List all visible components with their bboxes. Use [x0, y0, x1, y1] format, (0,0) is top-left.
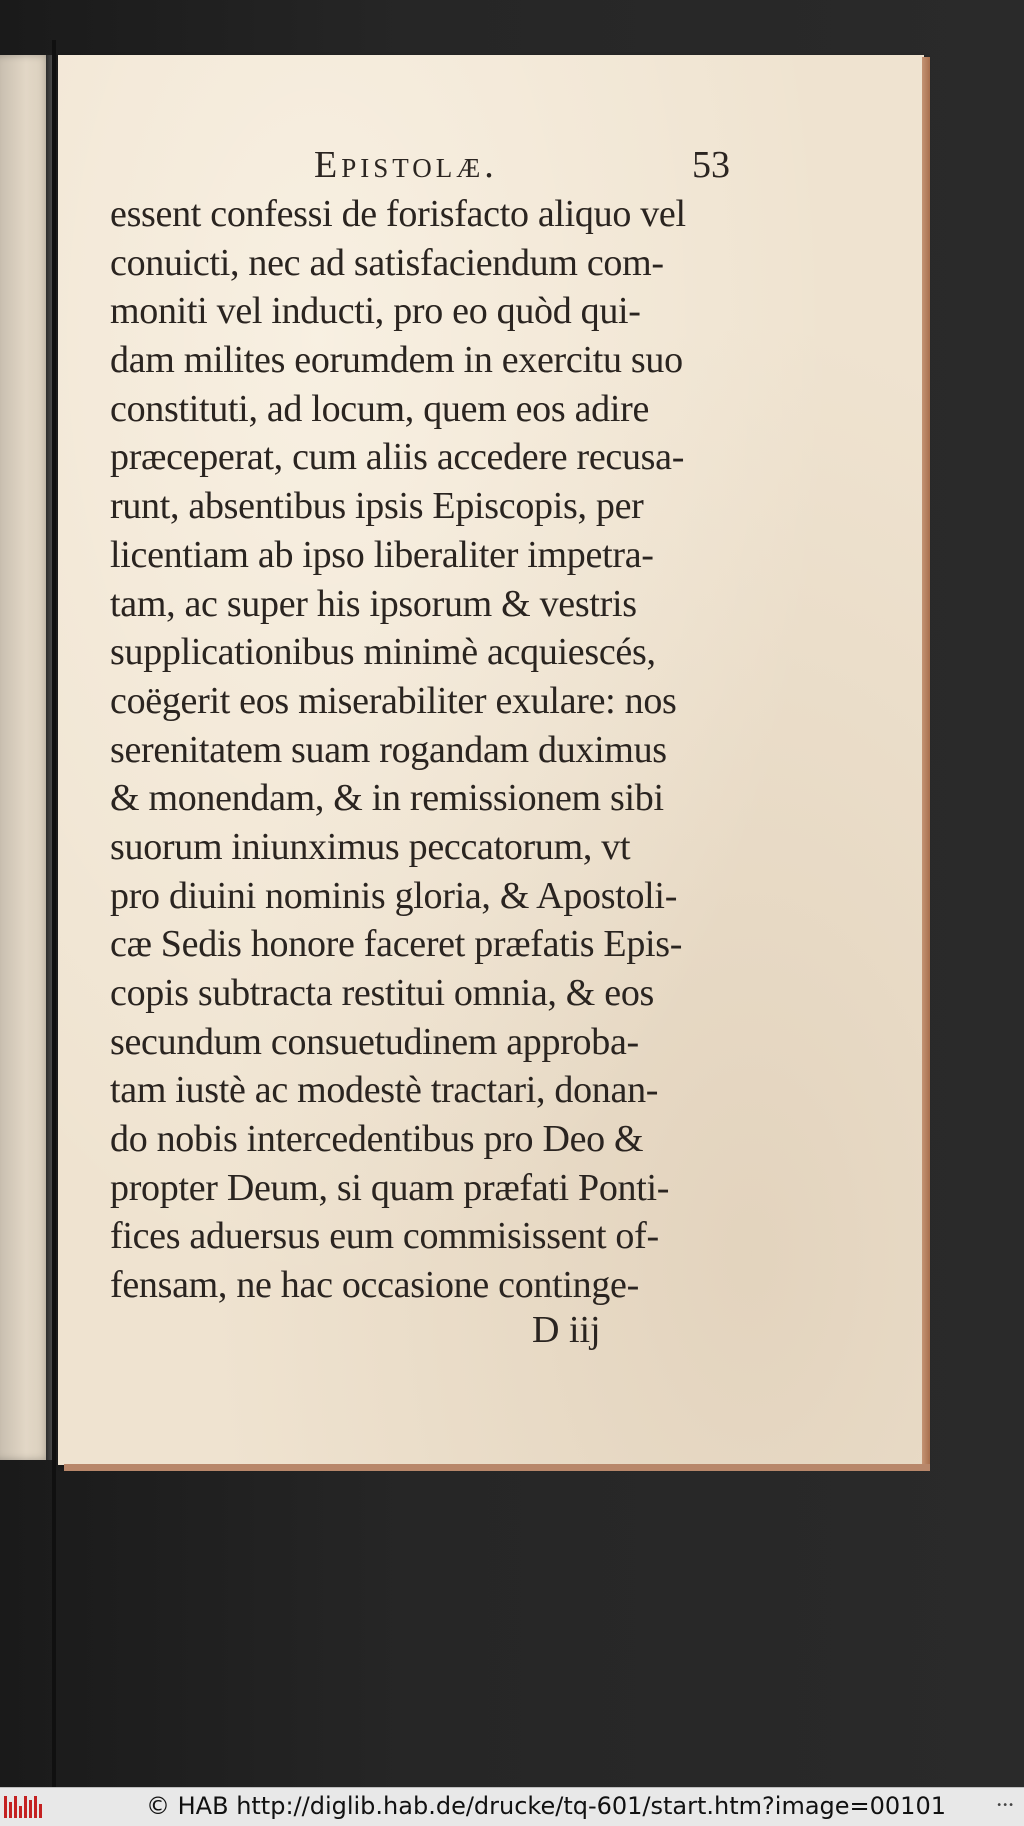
book-page — [58, 55, 924, 1465]
text-line: coëgerit eos miserabiliter exulare: nos — [110, 679, 677, 722]
text-line: secundum consuetudinem approba- — [110, 1020, 639, 1063]
page-number: 53 — [692, 144, 730, 186]
copyright-url-text[interactable]: © HAB http://diglib.hab.de/drucke/tq-601/start.htm?image=00101 — [146, 1792, 946, 1820]
text-line: & monendam, & in remissionem sibi — [110, 777, 664, 820]
hab-barcode-logo-icon[interactable] — [4, 1796, 44, 1818]
running-head: Epistolæ. — [314, 144, 498, 186]
previous-page-edge — [0, 55, 52, 1460]
text-line: pro diuini nominis gloria, & Apostoli- — [110, 874, 678, 917]
text-line: suorum iniunximus peccatorum, vt — [110, 825, 631, 868]
page-bottom-edge — [64, 1464, 930, 1471]
text-line: fensam, ne hac occasione continge- — [110, 1264, 639, 1307]
text-line: runt, absentibus ipsis Episcopis, per — [110, 485, 644, 528]
text-line: moniti vel inducti, pro eo quòd qui- — [110, 290, 641, 333]
text-line: essent confessi de forisfacto aliquo vel — [110, 193, 686, 235]
text-line: licentiam ab ipso liberaliter impetra- — [110, 533, 654, 576]
text-line: copis subtracta restitui omnia, & eos — [110, 972, 655, 1014]
text-line: dam milites eorumdem in exercitu suo — [110, 339, 683, 382]
text-line: præceperat, cum aliis accedere recusa- — [110, 436, 685, 479]
text-line: tam iustè ac modestè tractari, donan- — [110, 1069, 659, 1112]
text-line: do nobis intercedentibus pro Deo & — [110, 1118, 644, 1161]
text-line: tam, ac super his ipsorum & vestris — [110, 582, 637, 625]
text-line: serenitatem suam rogandam duximus — [110, 728, 667, 771]
text-line: propter Deum, si quam præfati Ponti- — [110, 1166, 670, 1209]
footer-bar — [0, 1787, 1024, 1826]
page-right-edge — [922, 57, 930, 1467]
text-line: conuicti, nec ad satisfaciendum com- — [110, 241, 664, 284]
signature-mark: D iij — [532, 1309, 601, 1351]
text-line: supplicationibus minimè acquiescés, — [110, 631, 656, 674]
more-dots-icon[interactable]: ••• — [996, 1800, 1014, 1811]
text-line: constituti, ad locum, quem eos adire — [110, 387, 650, 430]
gutter-shadow — [52, 40, 56, 1787]
text-block — [110, 190, 810, 1310]
text-line: cæ Sedis honore faceret præfatis Epis- — [110, 923, 683, 966]
text-line: fices aduersus eum commisissent of- — [110, 1215, 659, 1258]
